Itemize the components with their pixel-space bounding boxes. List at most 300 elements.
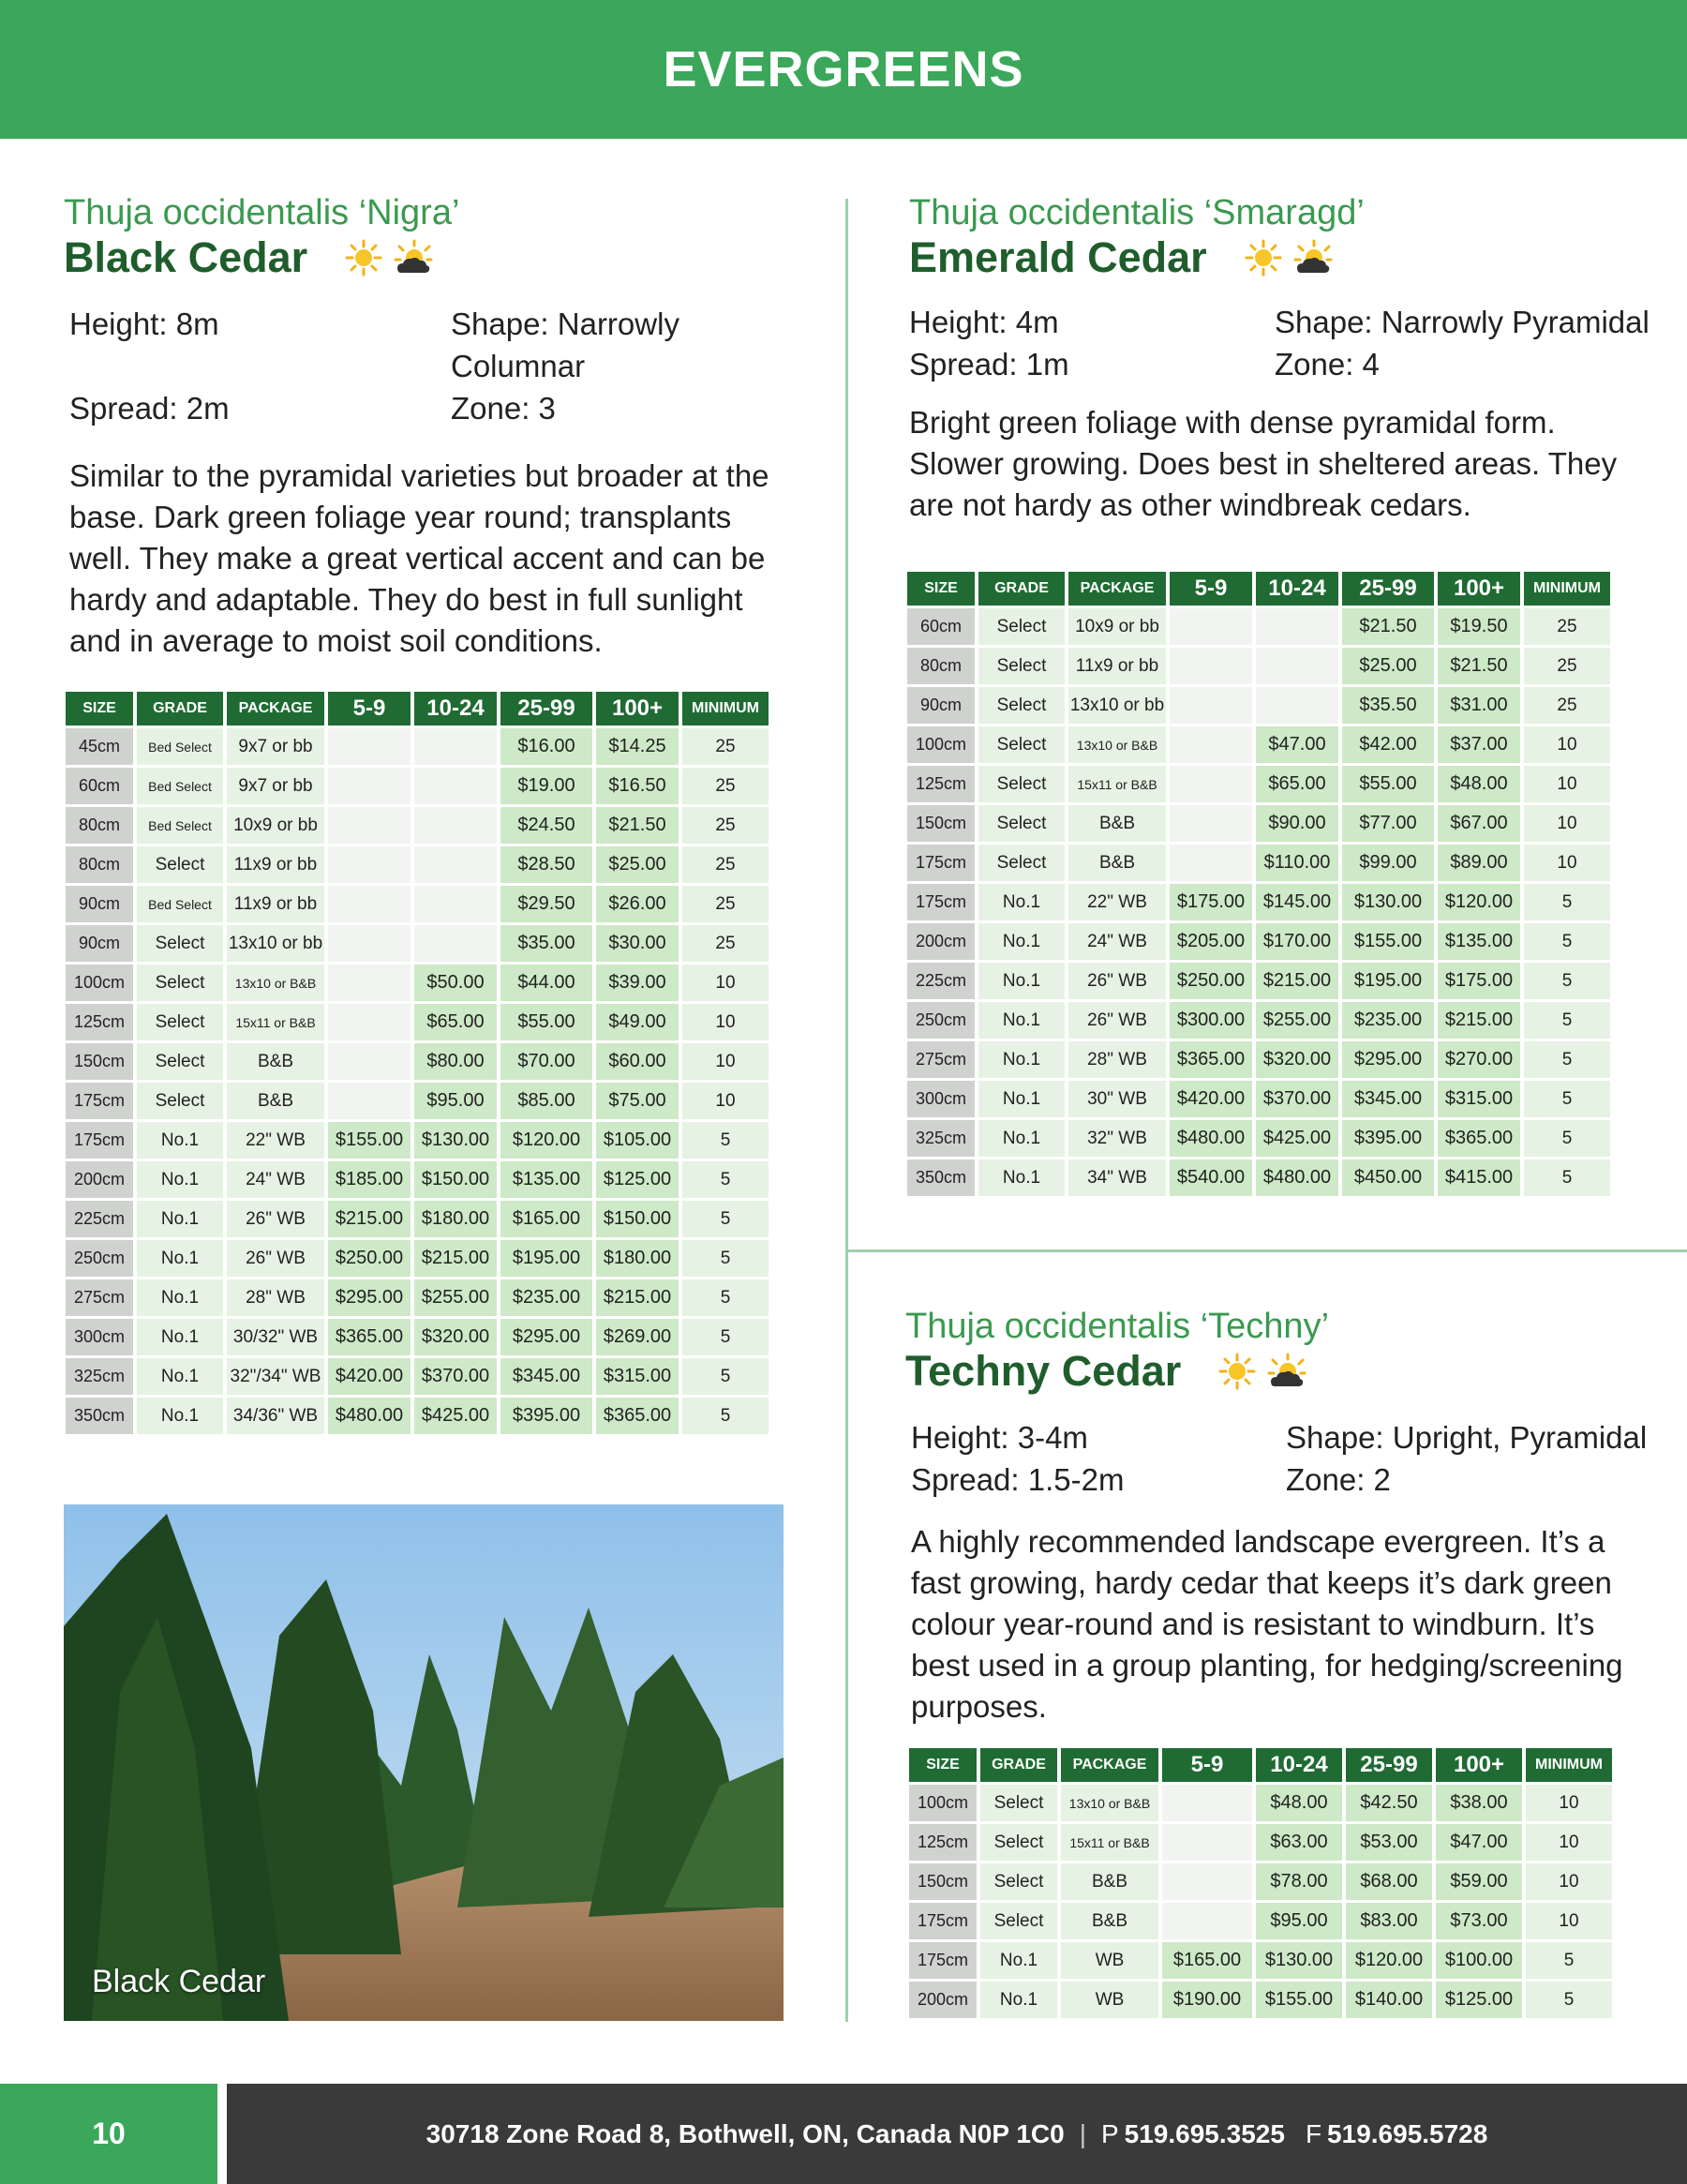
- table-cell: 200cm: [66, 1161, 133, 1198]
- table-cell: $135.00: [500, 1161, 592, 1198]
- table-cell: $110.00: [1256, 845, 1338, 881]
- table-cell: [328, 768, 411, 804]
- table-cell: No.1: [137, 1122, 223, 1159]
- black-cedar-section: [64, 192, 814, 662]
- sun-icon: [1218, 1353, 1256, 1390]
- table-cell: No.1: [978, 923, 1065, 960]
- partial-sun-icon: [394, 239, 433, 277]
- exposure-icons: [345, 239, 433, 277]
- column-header: PACKAGE: [1068, 572, 1166, 606]
- table-cell: $120.00: [500, 1122, 592, 1159]
- table-cell: $63.00: [1256, 1824, 1342, 1861]
- table-cell: 350cm: [66, 1398, 133, 1434]
- table-cell: $215.00: [1438, 1002, 1520, 1039]
- table-cell: No.1: [137, 1240, 223, 1277]
- table-cell: $48.00: [1256, 1785, 1342, 1821]
- table-cell: [1170, 648, 1252, 684]
- table-cell: $21.50: [1438, 648, 1520, 684]
- table-cell: 10: [1524, 766, 1610, 802]
- table-cell: B&B: [1068, 845, 1166, 881]
- table-cell: $44.00: [500, 965, 592, 1001]
- table-cell: $540.00: [1170, 1159, 1252, 1196]
- column-header: GRADE: [978, 572, 1065, 606]
- table-cell: [1170, 845, 1252, 881]
- table-cell: $75.00: [596, 1083, 679, 1119]
- table-cell: 25: [1524, 608, 1610, 645]
- table-cell: 32"/34" WB: [227, 1358, 324, 1395]
- table-cell: No.1: [980, 1982, 1057, 2018]
- table-cell: $55.00: [1342, 766, 1434, 802]
- table-cell: $250.00: [1170, 963, 1252, 999]
- table-cell: $125.00: [596, 1161, 679, 1198]
- table-cell: No.1: [137, 1201, 223, 1237]
- table-cell: [1170, 608, 1252, 645]
- zone: Zone: 2: [1286, 1462, 1391, 1497]
- shape: Shape: Narrowly Columnar: [451, 307, 679, 383]
- table-cell: 90cm: [66, 925, 133, 962]
- table-row: [66, 1279, 769, 1316]
- table-cell: 175cm: [907, 845, 975, 881]
- column-header: MINIMUM: [1524, 572, 1610, 606]
- table-cell: 9x7 or bb: [227, 728, 324, 765]
- table-cell: $50.00: [414, 965, 497, 1001]
- techny-cedar-price-table: [905, 1745, 1616, 2021]
- address: 30718 Zone Road 8, Bothwell, ON, Canada N0P 1C0: [425, 2118, 1065, 2148]
- description: Bright green foliage with dense pyramidal form. Slower growing. Does best in sheltered areas. They are not hardy as other windbreak cedars.: [909, 405, 1618, 522]
- table-cell: $295.00: [1342, 1041, 1434, 1078]
- black-cedar-photo: [64, 1504, 784, 2021]
- table-cell: 11x9 or bb: [227, 846, 324, 883]
- common-name: Black Cedar: [64, 233, 308, 281]
- table-cell: $480.00: [328, 1398, 411, 1434]
- table-cell: 22" WB: [1068, 884, 1166, 920]
- table-cell: [1256, 687, 1338, 724]
- table-cell: No.1: [137, 1398, 223, 1434]
- table-cell: $450.00: [1342, 1159, 1434, 1196]
- table-cell: $135.00: [1438, 923, 1520, 960]
- table-cell: $395.00: [1342, 1120, 1434, 1157]
- table-cell: [328, 886, 411, 922]
- table-cell: $150.00: [596, 1201, 679, 1237]
- spread: Spread: 2m: [69, 391, 230, 426]
- table-row: [66, 1122, 769, 1159]
- table-row: [66, 1161, 769, 1198]
- table-row: [907, 687, 1610, 724]
- table-cell: $60.00: [596, 1043, 679, 1080]
- table-cell: [1256, 608, 1338, 645]
- table-cell: 175cm: [909, 1942, 977, 1979]
- column-header: SIZE: [909, 1748, 977, 1782]
- table-cell: 10: [1524, 845, 1610, 881]
- column-header: 5-9: [1162, 1748, 1252, 1782]
- table-cell: $315.00: [1438, 1081, 1520, 1117]
- table-row: [909, 1863, 1612, 1900]
- table-cell: $180.00: [414, 1201, 497, 1237]
- table-row: [907, 608, 1610, 645]
- table-cell: $21.50: [596, 807, 679, 844]
- table-cell: [328, 728, 411, 765]
- table-cell: 13x10 or B&B: [1061, 1785, 1158, 1821]
- table-cell: $38.00: [1436, 1785, 1522, 1821]
- table-cell: $130.00: [1256, 1942, 1342, 1979]
- table-cell: $190.00: [1162, 1982, 1252, 2018]
- page-number: 10: [92, 2117, 126, 2150]
- table-row: [66, 965, 769, 1001]
- table-cell: $77.00: [1342, 805, 1434, 842]
- table-cell: $480.00: [1256, 1159, 1338, 1196]
- table-cell: B&B: [1068, 805, 1166, 842]
- common-name-row: [909, 233, 1650, 282]
- table-cell: Select: [137, 1004, 223, 1040]
- table-cell: 26" WB: [1068, 1002, 1166, 1039]
- table-cell: $14.25: [596, 728, 679, 765]
- table-row: [66, 1043, 769, 1080]
- table-cell: No.1: [978, 1081, 1065, 1117]
- table-cell: $175.00: [1438, 963, 1520, 999]
- column-header: 10-24: [414, 692, 497, 726]
- common-name: Emerald Cedar: [909, 233, 1207, 281]
- table-cell: 5: [682, 1358, 769, 1395]
- table-cell: $370.00: [1256, 1081, 1338, 1117]
- table-cell: 5: [1524, 1002, 1610, 1039]
- column-header: MINIMUM: [682, 692, 769, 726]
- table-cell: $320.00: [414, 1319, 497, 1355]
- table-cell: $185.00: [328, 1161, 411, 1198]
- table-cell: $48.00: [1438, 766, 1520, 802]
- table-cell: [328, 965, 411, 1001]
- table-cell: 125cm: [909, 1824, 977, 1861]
- table-cell: 34" WB: [1068, 1159, 1166, 1196]
- partial-sun-icon: [1293, 239, 1333, 277]
- table-cell: 5: [682, 1122, 769, 1159]
- table-cell: 10: [1524, 805, 1610, 842]
- table-cell: No.1: [137, 1358, 223, 1395]
- table-row: [907, 1120, 1610, 1157]
- table-cell: 9x7 or bb: [227, 768, 324, 804]
- table-cell: $235.00: [500, 1279, 592, 1316]
- exposure-icons: [1218, 1353, 1306, 1390]
- table-cell: $250.00: [328, 1240, 411, 1277]
- table-cell: $73.00: [1436, 1903, 1522, 1939]
- table-cell: $99.00: [1342, 845, 1434, 881]
- table-cell: 25: [682, 925, 769, 962]
- table-cell: 350cm: [907, 1159, 975, 1196]
- table-cell: 25: [1524, 687, 1610, 724]
- table-cell: 26" WB: [227, 1240, 324, 1277]
- table-cell: $415.00: [1438, 1159, 1520, 1196]
- table-header-row: [907, 572, 1610, 606]
- table-cell: 5: [682, 1161, 769, 1198]
- table-cell: [328, 807, 411, 844]
- table-cell: 25: [682, 807, 769, 844]
- table-cell: No.1: [137, 1319, 223, 1355]
- table-cell: $300.00: [1170, 1002, 1252, 1039]
- table-cell: $30.00: [596, 925, 679, 962]
- table-cell: 200cm: [907, 923, 975, 960]
- table-cell: $365.00: [596, 1398, 679, 1434]
- table-cell: [328, 1083, 411, 1119]
- table-cell: 26" WB: [227, 1201, 324, 1237]
- table-cell: 5: [1524, 1081, 1610, 1117]
- table-cell: 150cm: [66, 1043, 133, 1080]
- table-cell: $165.00: [500, 1201, 592, 1237]
- common-name-row: [905, 1347, 1650, 1396]
- table-cell: 150cm: [909, 1863, 977, 1900]
- phone-number[interactable]: 519.695.3525: [1124, 2118, 1285, 2148]
- table-cell: Select: [137, 1083, 223, 1119]
- table-row: [66, 1319, 769, 1355]
- table-cell: $90.00: [1256, 805, 1338, 842]
- table-cell: $65.00: [1256, 766, 1338, 802]
- table-cell: 100cm: [909, 1785, 977, 1821]
- table-cell: $24.50: [500, 807, 592, 844]
- table-cell: 225cm: [66, 1201, 133, 1237]
- table-cell: $47.00: [1256, 726, 1338, 763]
- table-cell: 11x9 or bb: [1068, 648, 1166, 684]
- table-cell: $70.00: [500, 1043, 592, 1080]
- table-cell: 60cm: [907, 608, 975, 645]
- zone: Zone: 4: [1275, 347, 1380, 381]
- table-cell: $155.00: [328, 1122, 411, 1159]
- table-cell: $365.00: [1170, 1041, 1252, 1078]
- table-cell: $42.00: [1342, 726, 1434, 763]
- table-cell: Select: [980, 1785, 1057, 1821]
- table-cell: No.1: [978, 1002, 1065, 1039]
- latin-name: Thuja occidentalis ‘Smaragd’: [909, 193, 1365, 232]
- table-cell: $31.00: [1438, 687, 1520, 724]
- table-cell: 60cm: [66, 768, 133, 804]
- table-cell: [328, 925, 411, 962]
- table-cell: B&B: [227, 1083, 324, 1119]
- table-cell: 275cm: [907, 1041, 975, 1078]
- table-cell: Select: [978, 845, 1065, 881]
- table-cell: 325cm: [66, 1358, 133, 1395]
- table-cell: 10: [1524, 726, 1610, 763]
- spread: Spread: 1m: [909, 347, 1069, 381]
- table-cell: $420.00: [1170, 1081, 1252, 1117]
- table-cell: [1162, 1903, 1252, 1939]
- table-cell: [328, 1004, 411, 1040]
- table-cell: [1170, 726, 1252, 763]
- table-cell: $255.00: [414, 1279, 497, 1316]
- sun-icon: [1245, 239, 1282, 277]
- table-row: [907, 845, 1610, 881]
- table-cell: No.1: [978, 884, 1065, 920]
- table-cell: 175cm: [66, 1083, 133, 1119]
- table-cell: Select: [978, 726, 1065, 763]
- table-cell: $235.00: [1342, 1002, 1434, 1039]
- table-cell: $145.00: [1256, 884, 1338, 920]
- table-cell: 25: [682, 728, 769, 765]
- table-cell: 175cm: [907, 884, 975, 920]
- table-cell: 100cm: [907, 726, 975, 763]
- table-row: [909, 1942, 1612, 1979]
- table-cell: $37.00: [1438, 726, 1520, 763]
- sun-icon: [345, 239, 382, 277]
- table-cell: 125cm: [66, 1004, 133, 1040]
- table-cell: $195.00: [1342, 963, 1434, 999]
- vertical-divider: [845, 199, 848, 2022]
- table-cell: 10: [682, 1083, 769, 1119]
- table-cell: $140.00: [1346, 1982, 1432, 2018]
- table-cell: $130.00: [1342, 884, 1434, 920]
- table-cell: $55.00: [500, 1004, 592, 1040]
- table-cell: $25.00: [596, 846, 679, 883]
- table-cell: 5: [682, 1279, 769, 1316]
- table-cell: $68.00: [1346, 1863, 1432, 1900]
- table-cell: 32" WB: [1068, 1120, 1166, 1157]
- separator: |: [1079, 2118, 1086, 2148]
- table-cell: Select: [137, 1043, 223, 1080]
- table-cell: 275cm: [66, 1279, 133, 1316]
- table-cell: 15x11 or B&B: [227, 1004, 324, 1040]
- table-cell: 90cm: [66, 886, 133, 922]
- table-cell: $195.00: [500, 1240, 592, 1277]
- table-cell: $205.00: [1170, 923, 1252, 960]
- table-cell: Select: [980, 1824, 1057, 1861]
- page-title: EVERGREENS: [663, 41, 1024, 97]
- table-cell: Select: [978, 687, 1065, 724]
- table-row: [66, 1004, 769, 1040]
- table-cell: $155.00: [1256, 1982, 1342, 2018]
- table-cell: Select: [978, 766, 1065, 802]
- table-cell: [1162, 1785, 1252, 1821]
- table-cell: Select: [137, 846, 223, 883]
- table-cell: 175cm: [909, 1903, 977, 1939]
- table-cell: 5: [682, 1319, 769, 1355]
- table-cell: $100.00: [1436, 1942, 1522, 1979]
- page-number-box: [0, 2084, 217, 2184]
- table-cell: $165.00: [1162, 1942, 1252, 1979]
- table-cell: 300cm: [66, 1319, 133, 1355]
- exposure-icons: [1245, 239, 1333, 277]
- latin-name: Thuja occidentalis ‘Techny’: [905, 1307, 1330, 1346]
- table-row: [66, 1398, 769, 1434]
- table-cell: 80cm: [66, 846, 133, 883]
- table-cell: 24" WB: [227, 1161, 324, 1198]
- table-header-row: [66, 692, 769, 726]
- table-row: [907, 805, 1610, 842]
- table-cell: No.1: [137, 1161, 223, 1198]
- plant-specs: [911, 1416, 1650, 1501]
- table-cell: 90cm: [907, 687, 975, 724]
- table-cell: $105.00: [596, 1122, 679, 1159]
- column-header: 25-99: [500, 692, 592, 726]
- table-cell: $39.00: [596, 965, 679, 1001]
- table-cell: 5: [682, 1398, 769, 1434]
- shape: Shape: Upright, Pyramidal: [1286, 1420, 1648, 1455]
- table-cell: Bed Select: [137, 886, 223, 922]
- table-cell: $120.00: [1346, 1942, 1432, 1979]
- table-cell: 5: [1524, 1159, 1610, 1196]
- table-cell: $365.00: [1438, 1120, 1520, 1157]
- table-row: [66, 925, 769, 962]
- table-cell: $83.00: [1346, 1903, 1432, 1939]
- height: Height: 3-4m: [911, 1420, 1088, 1455]
- table-cell: WB: [1061, 1982, 1158, 2018]
- table-cell: $215.00: [328, 1201, 411, 1237]
- table-cell: $480.00: [1170, 1120, 1252, 1157]
- column-header: PACKAGE: [1061, 1748, 1158, 1782]
- column-header: 10-24: [1256, 572, 1338, 606]
- latin-name: Thuja occidentalis ‘Nigra’: [64, 193, 460, 232]
- table-cell: $315.00: [596, 1358, 679, 1395]
- table-cell: 25: [1524, 648, 1610, 684]
- spread: Spread: 1.5-2m: [911, 1462, 1125, 1497]
- table-cell: B&B: [1061, 1863, 1158, 1900]
- table-cell: $95.00: [1256, 1903, 1342, 1939]
- table-cell: 150cm: [907, 805, 975, 842]
- plant-specs: [69, 303, 814, 429]
- table-cell: $215.00: [596, 1279, 679, 1316]
- table-cell: WB: [1061, 1942, 1158, 1979]
- table-cell: $215.00: [414, 1240, 497, 1277]
- table-header-row: [909, 1748, 1612, 1782]
- table-cell: 5: [1524, 1041, 1610, 1078]
- table-cell: $25.00: [1342, 648, 1434, 684]
- column-header: 100+: [596, 692, 679, 726]
- table-cell: $269.00: [596, 1319, 679, 1355]
- table-cell: No.1: [978, 1159, 1065, 1196]
- column-header: SIZE: [66, 692, 133, 726]
- table-cell: $67.00: [1438, 805, 1520, 842]
- table-cell: $425.00: [1256, 1120, 1338, 1157]
- table-cell: $49.00: [596, 1004, 679, 1040]
- column-header: 10-24: [1256, 1748, 1342, 1782]
- table-cell: 10: [682, 1043, 769, 1080]
- column-header: 100+: [1436, 1748, 1522, 1782]
- table-row: [907, 1159, 1610, 1196]
- table-cell: 13x10 or B&B: [227, 965, 324, 1001]
- table-row: [907, 1002, 1610, 1039]
- table-cell: $53.00: [1346, 1824, 1432, 1861]
- table-cell: 80cm: [66, 807, 133, 844]
- table-cell: 125cm: [907, 766, 975, 802]
- table-cell: $65.00: [414, 1004, 497, 1040]
- table-cell: No.1: [978, 963, 1065, 999]
- table-cell: $28.50: [500, 846, 592, 883]
- table-cell: 10: [1526, 1903, 1612, 1939]
- table-row: [66, 1083, 769, 1119]
- table-cell: [328, 846, 411, 883]
- table-cell: [414, 846, 497, 883]
- table-row: [907, 884, 1610, 920]
- table-cell: 10x9 or bb: [227, 807, 324, 844]
- description: A highly recommended landscape evergreen. It’s a fast growing, hardy cedar that keeps it’s dark green colour year-round and is resistant to windburn. It’s best used in a group planting, for hedging/screening purposes.: [911, 1524, 1623, 1724]
- table-cell: [414, 925, 497, 962]
- table-cell: $175.00: [1170, 884, 1252, 920]
- table-cell: [328, 1043, 411, 1080]
- table-row: [909, 1824, 1612, 1861]
- common-name-row: [64, 233, 814, 282]
- table-cell: [414, 807, 497, 844]
- table-row: [66, 768, 769, 804]
- table-cell: 5: [1524, 1120, 1610, 1157]
- photo-caption: Black Cedar: [92, 1964, 266, 1999]
- table-row: [66, 1358, 769, 1395]
- table-cell: $320.00: [1256, 1041, 1338, 1078]
- table-cell: Bed Select: [137, 728, 223, 765]
- table-cell: $180.00: [596, 1240, 679, 1277]
- table-cell: 24" WB: [1068, 923, 1166, 960]
- height: Height: 8m: [69, 307, 219, 341]
- table-cell: 11x9 or bb: [227, 886, 324, 922]
- table-cell: 26" WB: [1068, 963, 1166, 999]
- table-cell: Bed Select: [137, 807, 223, 844]
- table-cell: 10: [682, 965, 769, 1001]
- table-cell: [1170, 766, 1252, 802]
- table-row: [66, 728, 769, 765]
